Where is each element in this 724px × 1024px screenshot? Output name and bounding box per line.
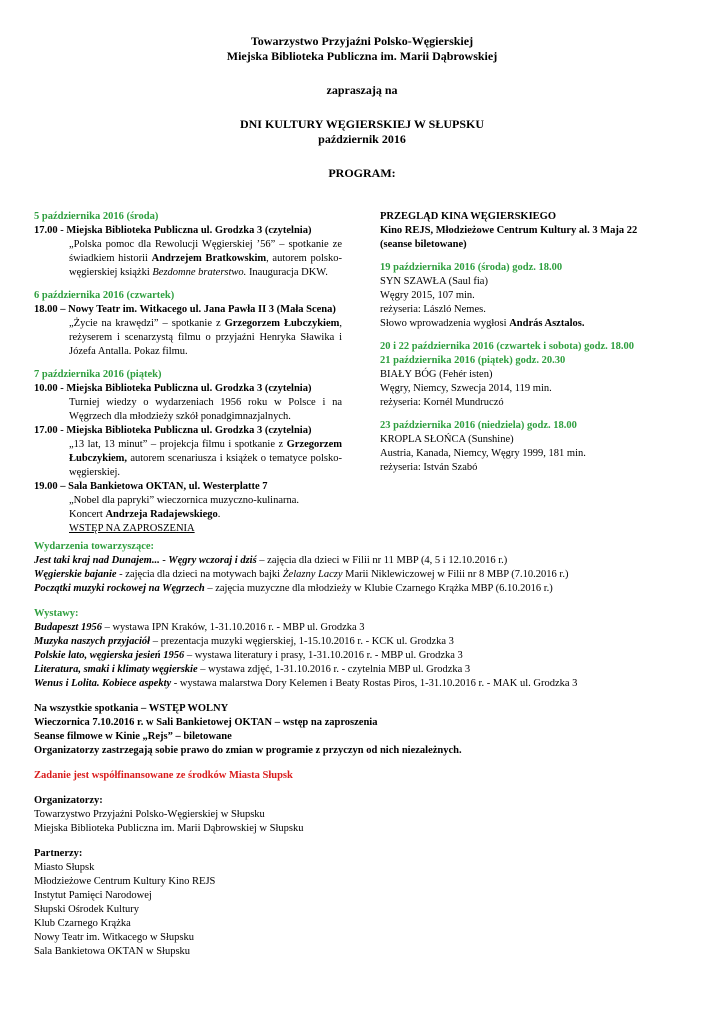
partner-item: Instytut Pamięci Narodowej: [34, 890, 152, 901]
event-place: Miejska Biblioteka Publiczna ul. Grodzka 3 (czytelnia): [66, 225, 312, 236]
film-date: 19 października 2016 (środa) godz. 18.00: [380, 262, 563, 273]
partner-item: Nowy Teatr im. Witkacego w Słupsku: [34, 932, 195, 943]
film-review-column: [380, 210, 660, 475]
exhibition-row: Muzyka naszych przyjaciół – prezentacja muzyki węgierskiej, 1-15.10.2016 r. - KCK ul. Grodzka 3: [34, 636, 454, 647]
org-line-1: Towarzystwo Przyjaźni Polsko-Węgierskiej: [250, 34, 474, 48]
info-line: Na wszystkie spotkania – WSTĘP WOLNY: [34, 703, 229, 714]
event-item: [34, 303, 342, 317]
film-info: Węgry 2015, 107 min.: [380, 290, 475, 301]
info-line: Seanse filmowe w Kinie „Rejs” – biletowane: [34, 731, 232, 742]
event-description: Turniej wiedzy o wydarzeniach 1956 roku w Polsce i na Węgrzech dla młodzieży szkół ponadgimnazjalnych.: [69, 397, 342, 422]
side-event-row: Początki muzyki rockowej na Węgrzech – zajęcia muzyczne dla młodzieży w Klubie Czarnego Krążka MBP (6.10.2016 r.): [34, 583, 553, 594]
film-info: Węgry, Niemcy, Szwecja 2014, 119 min.: [380, 383, 552, 394]
day-date: 6 października 2016 (czwartek): [34, 290, 175, 301]
event-item: [34, 424, 342, 438]
event-description: „Nobel dla papryki” wieczornica muzyczno-kulinarna. Koncert Andrzeja Radajewskiego. WSTĘP NA ZAPROSZENIA: [34, 494, 342, 536]
info-line: Wieczornica 7.10.2016 r. w Sali Bankietowej OKTAN – wstęp na zaproszenia: [34, 717, 378, 728]
event-title: DNI KULTURY WĘGIERSKIEJ W SŁUPSKU: [239, 117, 485, 131]
invite-line: zapraszają na: [326, 83, 398, 97]
event-place: Nowy Teatr im. Witkacego ul. Jana Pawła II 3 (Mała Scena): [68, 304, 336, 315]
invitation-note: WSTĘP NA ZAPROSZENIA: [69, 523, 195, 534]
exhibitions-heading: Wystawy:: [34, 608, 79, 619]
event-description: „13 lat, 13 minut” – projekcja filmu i spotkanie z Grzegorzem Łubczykiem, autorem scenariusza i książek o tematyce polsko-węgierskiej.: [69, 439, 342, 478]
film-venue: Kino REJS, Młodzieżowe Centrum Kultury al. 3 Maja 22 (seanse biletowane): [380, 225, 638, 250]
event-time: 17.00 -: [34, 225, 64, 236]
event-time: 17.00 -: [34, 425, 64, 436]
event-item: [34, 224, 342, 238]
film-title: KROPLA SŁOŃCA (Sunshine): [380, 434, 514, 445]
film-title: BIAŁY BÓG (Fehér isten): [380, 369, 493, 380]
partner-item: Słupski Ośrodek Kultury: [34, 904, 139, 915]
day-date: 5 października 2016 (środa): [34, 211, 159, 222]
film-director: reżyseria: Kornél Mundruczó: [380, 397, 504, 408]
funding-note: Zadanie jest współfinansowane ze środków Miasta Słupsk: [34, 770, 293, 781]
event-place: Miejska Biblioteka Publiczna ul. Grodzka 3 (czytelnia): [66, 425, 312, 436]
bottom-section: [34, 540, 694, 959]
side-events-heading: Wydarzenia towarzyszące:: [34, 541, 155, 552]
partner-item: Miasto Słupsk: [34, 862, 95, 873]
film-title: SYN SZAWŁA (Saul fia): [380, 276, 488, 287]
film-director: reżyseria: László Nemes.: [380, 304, 486, 315]
event-month: październik 2016: [318, 132, 406, 146]
event-place: Miejska Biblioteka Publiczna ul. Grodzka 3 (czytelnia): [66, 383, 312, 394]
event-time: 19.00 –: [34, 481, 66, 492]
film-date: 23 października 2016 (niedziela) godz. 18.00: [380, 420, 577, 431]
exhibition-row: Polskie lato, węgierska jesień 1956 – wystawa literatury i prasy, 1-31.10.2016 r. - MBP ul. Grodzka 3: [34, 650, 463, 661]
partner-item: Sala Bankietowa OKTAN w Słupsku: [34, 946, 191, 957]
event-item: [34, 480, 342, 494]
document-header: [0, 34, 724, 181]
organizer-item: Miejska Biblioteka Publiczna im. Marii Dąbrowskiej w Słupsku: [34, 823, 304, 834]
exhibition-row: Budapeszt 1956 – wystawa IPN Kraków, 1-31.10.2016 r. - MBP ul. Grodzka 3: [34, 622, 365, 633]
day-date: 7 października 2016 (piątek): [34, 369, 162, 380]
film-info: Austria, Kanada, Niemcy, Węgry 1999, 181 min.: [380, 448, 586, 459]
event-time: 18.00 –: [34, 304, 66, 315]
partner-item: Młodzieżowe Centrum Kultury Kino REJS: [34, 876, 216, 887]
film-date: 20 i 22 października 2016 (czwartek i sobota) godz. 18.00: [380, 341, 635, 352]
event-item: [34, 382, 342, 396]
film-director: reżyseria: István Szabó: [380, 462, 478, 473]
event-time: 10.00 -: [34, 383, 64, 394]
organizers-heading: Organizatorzy:: [34, 795, 103, 806]
event-description: „Polska pomoc dla Rewolucji Węgierskiej ’56” – spotkanie ze świadkiem historii Andrzejem Bratkowskim, autorem polsko-węgierskiej książki Bezdomne braterstwo. Inauguracja DKW.: [69, 239, 342, 278]
partner-item: Klub Czarnego Krążka: [34, 918, 131, 929]
exhibition-row: Literatura, smaki i klimaty węgierskie – wystawa zdjęć, 1-31.10.2016 r. - czytelnia MBP ul. Grodzka 3: [34, 664, 471, 675]
info-line: Organizatorzy zastrzegają sobie prawo do zmian w programie z przyczyn od nich niezależnych.: [34, 745, 462, 756]
organizer-item: Towarzystwo Przyjaźni Polsko-Węgierskiej w Słupsku: [34, 809, 265, 820]
side-event-row: Jest taki kraj nad Dunajem... - Węgry wczoraj i dziś – zajęcia dla dzieci w Filii nr 11 MBP (4, 5 i 12.10.2016 r.): [34, 555, 508, 566]
film-note: Słowo wprowadzenia wygłosi András Asztalos.: [380, 318, 585, 329]
film-section-title: PRZEGLĄD KINA WĘGIERSKIEGO: [380, 211, 557, 222]
program-heading: PROGRAM:: [328, 166, 396, 180]
film-date: 21 października 2016 (piątek) godz. 20.30: [380, 355, 566, 366]
org-line-2: Miejska Biblioteka Publiczna im. Marii Dąbrowskiej: [226, 49, 498, 63]
event-description: „Życie na krawędzi” – spotkanie z Grzegorzem Łubczykiem, reżyserem i scenarzystą filmu o przyjaźni Henryka Sławika i Józefa Antalla. Pokaz filmu.: [69, 318, 343, 357]
event-place: Sala Bankietowa OKTAN, ul. Westerplatte 7: [68, 481, 268, 492]
exhibition-row: Wenus i Lolita. Kobiece aspekty - wystawa malarstwa Dory Kelemen i Beaty Rostas Piros, 1-31.10.2016 r. - MAK ul. Grodzka 3: [34, 678, 578, 689]
partners-heading: Partnerzy:: [34, 848, 83, 859]
program-left-column: [34, 210, 342, 536]
side-event-row: Węgierskie bajanie - zajęcia dla dzieci na motywach bajki Żelazny Laczy Marii Niklewiczowej w Filii nr 8 MBP (7.10.2016 r.): [34, 569, 569, 580]
